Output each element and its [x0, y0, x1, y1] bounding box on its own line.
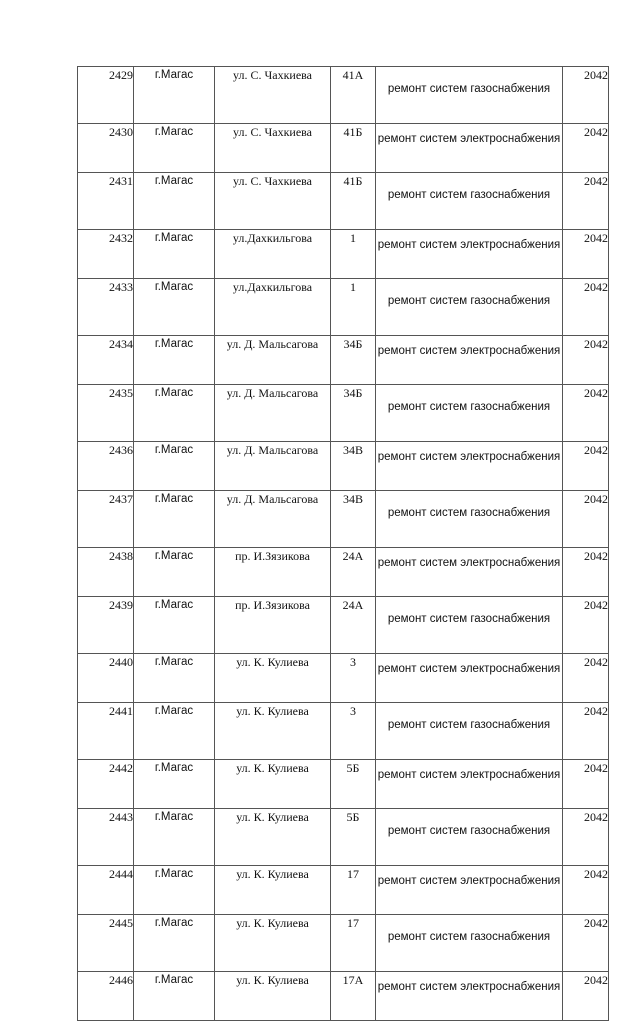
table-row [78, 335, 609, 385]
work-type-cell: ремонт систем электроснабжения [376, 547, 563, 597]
street-cell: ул. К. Кулиева [215, 809, 331, 866]
house-number-cell: 5Б [331, 759, 376, 809]
house-number-cell: 5Б [331, 809, 376, 866]
year-cell: 2042 [563, 279, 609, 336]
year-cell: 2042 [563, 67, 609, 124]
street-cell: ул. К. Кулиева [215, 915, 331, 972]
row-number-cell: 2431 [78, 173, 134, 230]
year-cell: 2042 [563, 597, 609, 654]
house-number-cell: 3 [331, 653, 376, 703]
row-number-cell: 2436 [78, 441, 134, 491]
street-cell: ул. К. Кулиева [215, 653, 331, 703]
street-cell: ул. С. Чахкиева [215, 173, 331, 230]
row-number-cell: 2437 [78, 491, 134, 548]
row-number-cell: 2444 [78, 865, 134, 915]
year-cell: 2042 [563, 971, 609, 1021]
work-type-cell: ремонт систем газоснабжения [376, 703, 563, 760]
city-cell: г.Магас [134, 653, 215, 703]
street-cell: ул. Д. Мальсагова [215, 441, 331, 491]
work-type-cell: ремонт систем газоснабжения [376, 279, 563, 336]
house-number-cell: 17 [331, 865, 376, 915]
city-cell: г.Магас [134, 971, 215, 1021]
year-cell: 2042 [563, 759, 609, 809]
row-number-cell: 2429 [78, 67, 134, 124]
work-type-cell: ремонт систем электроснабжения [376, 865, 563, 915]
work-type-cell: ремонт систем газоснабжения [376, 67, 563, 124]
table-row [78, 703, 609, 760]
street-cell: ул. К. Кулиева [215, 971, 331, 1021]
table-row [78, 441, 609, 491]
city-cell: г.Магас [134, 759, 215, 809]
year-cell: 2042 [563, 335, 609, 385]
table-row [78, 915, 609, 972]
house-number-cell: 3 [331, 703, 376, 760]
street-cell: ул. Д. Мальсагова [215, 385, 331, 442]
table-row [78, 653, 609, 703]
work-type-cell: ремонт систем электроснабжения [376, 759, 563, 809]
work-type-cell: ремонт систем газоснабжения [376, 809, 563, 866]
house-number-cell: 34В [331, 441, 376, 491]
street-cell: ул.Дахкильгова [215, 229, 331, 279]
table-body [78, 67, 609, 1021]
table-row [78, 491, 609, 548]
year-cell: 2042 [563, 385, 609, 442]
street-cell: ул. Д. Мальсагова [215, 491, 331, 548]
row-number-cell: 2441 [78, 703, 134, 760]
house-number-cell: 41Б [331, 173, 376, 230]
work-type-cell: ремонт систем электроснабжения [376, 229, 563, 279]
year-cell: 2042 [563, 123, 609, 173]
table-row [78, 229, 609, 279]
street-cell: ул. К. Кулиева [215, 865, 331, 915]
city-cell: г.Магас [134, 335, 215, 385]
city-cell: г.Магас [134, 123, 215, 173]
house-number-cell: 41Б [331, 123, 376, 173]
city-cell: г.Магас [134, 703, 215, 760]
row-number-cell: 2435 [78, 385, 134, 442]
city-cell: г.Магас [134, 441, 215, 491]
street-cell: ул. С. Чахкиева [215, 123, 331, 173]
house-number-cell: 17 [331, 915, 376, 972]
house-number-cell: 24А [331, 547, 376, 597]
street-cell: ул. К. Кулиева [215, 703, 331, 760]
street-cell: ул.Дахкильгова [215, 279, 331, 336]
table-row [78, 67, 609, 124]
row-number-cell: 2432 [78, 229, 134, 279]
row-number-cell: 2440 [78, 653, 134, 703]
year-cell: 2042 [563, 865, 609, 915]
street-cell: ул. С. Чахкиева [215, 67, 331, 124]
row-number-cell: 2438 [78, 547, 134, 597]
year-cell: 2042 [563, 173, 609, 230]
house-number-cell: 34Б [331, 335, 376, 385]
table-row [78, 547, 609, 597]
table-row [78, 809, 609, 866]
row-number-cell: 2446 [78, 971, 134, 1021]
work-type-cell: ремонт систем газоснабжения [376, 173, 563, 230]
table-row [78, 279, 609, 336]
city-cell: г.Магас [134, 865, 215, 915]
row-number-cell: 2443 [78, 809, 134, 866]
house-number-cell: 1 [331, 279, 376, 336]
year-cell: 2042 [563, 441, 609, 491]
year-cell: 2042 [563, 653, 609, 703]
house-number-cell: 34Б [331, 385, 376, 442]
city-cell: г.Магас [134, 597, 215, 654]
row-number-cell: 2433 [78, 279, 134, 336]
row-number-cell: 2439 [78, 597, 134, 654]
row-number-cell: 2442 [78, 759, 134, 809]
year-cell: 2042 [563, 491, 609, 548]
work-type-cell: ремонт систем электроснабжения [376, 441, 563, 491]
house-number-cell: 34В [331, 491, 376, 548]
work-type-cell: ремонт систем электроснабжения [376, 971, 563, 1021]
city-cell: г.Магас [134, 67, 215, 124]
row-number-cell: 2430 [78, 123, 134, 173]
work-type-cell: ремонт систем электроснабжения [376, 335, 563, 385]
street-cell: ул. Д. Мальсагова [215, 335, 331, 385]
city-cell: г.Магас [134, 809, 215, 866]
work-type-cell: ремонт систем газоснабжения [376, 915, 563, 972]
year-cell: 2042 [563, 547, 609, 597]
work-type-cell: ремонт систем газоснабжения [376, 491, 563, 548]
row-number-cell: 2445 [78, 915, 134, 972]
table-row [78, 123, 609, 173]
row-number-cell: 2434 [78, 335, 134, 385]
work-type-cell: ремонт систем электроснабжения [376, 123, 563, 173]
city-cell: г.Магас [134, 491, 215, 548]
city-cell: г.Магас [134, 385, 215, 442]
city-cell: г.Магас [134, 279, 215, 336]
city-cell: г.Магас [134, 915, 215, 972]
city-cell: г.Магас [134, 547, 215, 597]
table-row [78, 759, 609, 809]
house-number-cell: 17А [331, 971, 376, 1021]
repair-schedule-table [77, 66, 609, 1021]
street-cell: пр. И.Зязикова [215, 597, 331, 654]
house-number-cell: 24А [331, 597, 376, 654]
work-type-cell: ремонт систем газоснабжения [376, 385, 563, 442]
table-row [78, 173, 609, 230]
work-type-cell: ремонт систем газоснабжения [376, 597, 563, 654]
city-cell: г.Магас [134, 229, 215, 279]
table-row [78, 971, 609, 1021]
table-row [78, 385, 609, 442]
year-cell: 2042 [563, 915, 609, 972]
year-cell: 2042 [563, 229, 609, 279]
street-cell: ул. К. Кулиева [215, 759, 331, 809]
year-cell: 2042 [563, 809, 609, 866]
table-row [78, 865, 609, 915]
work-type-cell: ремонт систем электроснабжения [376, 653, 563, 703]
house-number-cell: 1 [331, 229, 376, 279]
house-number-cell: 41А [331, 67, 376, 124]
city-cell: г.Магас [134, 173, 215, 230]
year-cell: 2042 [563, 703, 609, 760]
table-row [78, 597, 609, 654]
street-cell: пр. И.Зязикова [215, 547, 331, 597]
